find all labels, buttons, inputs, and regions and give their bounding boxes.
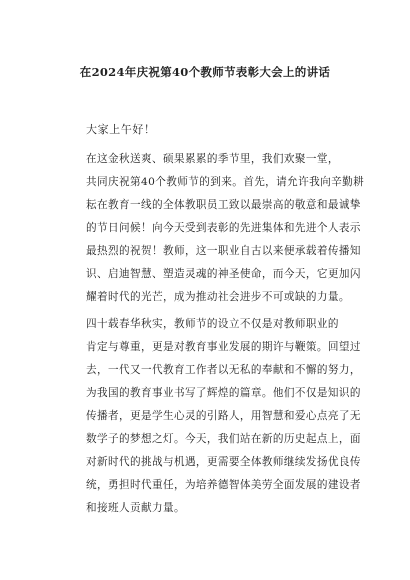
paragraph-line: 共同庆祝第40个教师节的到来。首先，请允许我向辛勤耕 bbox=[86, 176, 365, 188]
paragraph-line: 统，勇担时代重任，为培养德智体美劳全面发展的建设者 bbox=[86, 479, 361, 491]
salutation: 大家上午好！ bbox=[86, 123, 156, 136]
paragraph-line: 传播者，更是学生心灵的引路人，用智慧和爱心点亮了无 bbox=[86, 410, 361, 422]
paragraph-line: 肯定与尊重，更是对教育事业发展的期许与鞭策。回望过 bbox=[86, 341, 361, 353]
paragraph-line: 为我国的教育事业书写了辉煌的篇章。他们不仅是知识的 bbox=[86, 387, 361, 399]
paragraph-line: 的节日问候！向今天受到表彰的先进集体和先进个人表示 bbox=[86, 222, 361, 234]
paragraph-line: 耀着时代的光芒，成为推动社会进步不可或缺的力量。 bbox=[86, 291, 350, 303]
document-title: 在2024年庆祝第40个教师节表彰大会上的讲话 bbox=[79, 65, 331, 79]
paragraph-line: 在这金秋送爽、硕果累累的季节里，我们欢聚一堂， bbox=[86, 153, 339, 165]
paragraph-line: 和接班人贡献力量。 bbox=[86, 502, 185, 514]
paragraph-line: 数学子的梦想之灯。今天，我们站在新的历史起点上，面 bbox=[86, 433, 361, 445]
paragraph-line: 最热烈的祝贺！教师，这一职业自古以来便承载着传播知 bbox=[86, 245, 361, 257]
paragraph-1 bbox=[86, 148, 365, 309]
paragraph-line: 耘在教育一线的全体教职员工致以最崇高的敬意和最诚挚 bbox=[86, 199, 361, 211]
paragraph-line: 去，一代又一代教育工作者以无私的奉献和不懈的努力， bbox=[86, 364, 361, 376]
paragraph-line: 对新时代的挑战与机遇，更需要全体教师继续发扬优良传 bbox=[86, 456, 361, 468]
paragraph-2 bbox=[86, 313, 361, 520]
paragraph-line: 识、启迪智慧、塑造灵魂的神圣使命，而今天，它更加闪 bbox=[86, 268, 361, 280]
paragraph-line: 四十载春华秋实，教师节的设立不仅是对教师职业的 bbox=[86, 318, 339, 330]
